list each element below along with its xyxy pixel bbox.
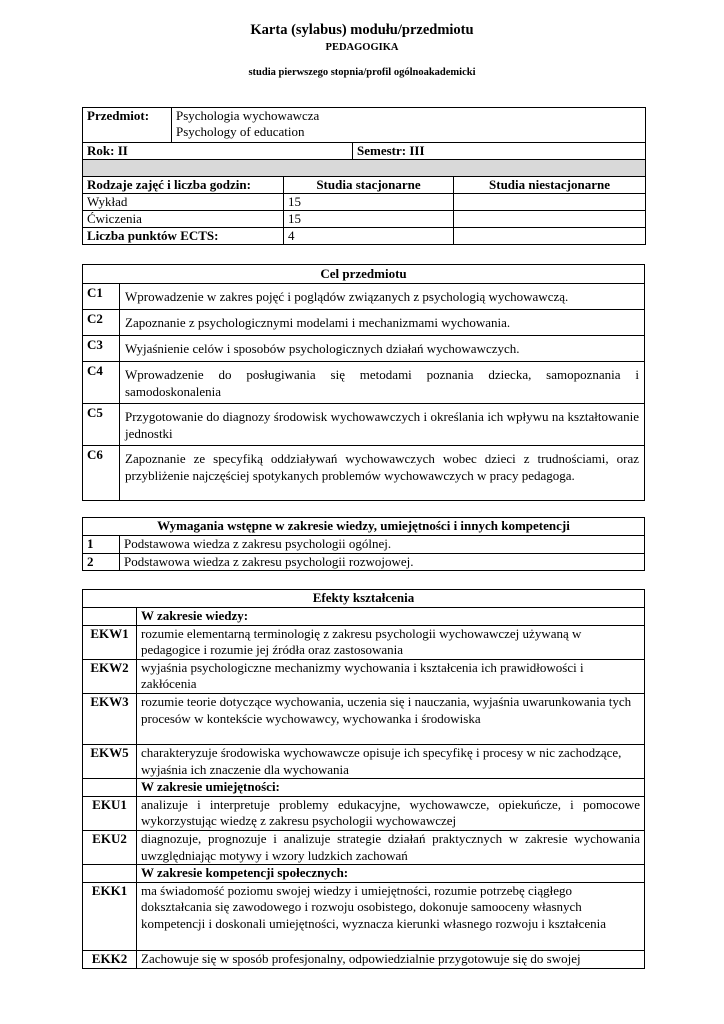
outcome-text: wyjaśnia psychologiczne mechanizmy wychowania i kształcenia ich prawidłowości i zakłócenia <box>137 659 645 693</box>
subject-name-pl: Psychologia wychowawcza <box>176 108 320 123</box>
skills-header: W zakresie umiejętności: <box>137 779 645 797</box>
outcome-id: EKU2 <box>83 830 137 864</box>
goal-text: Przygotowanie do diagnozy środowisk wychowawczych i określania ich wpływu na kształtowanie jednostki <box>120 404 645 446</box>
study-level: studia pierwszego stopnia/profil ogólnoakademicki <box>248 67 476 78</box>
gray-separator <box>83 160 646 177</box>
goals-table <box>82 264 645 501</box>
outcome-text: Zachowuje się w sposób profesjonalny, odpowiedzialnie przygotowuje się do swojej <box>137 950 645 968</box>
outcome-id: EKW1 <box>83 625 137 659</box>
field-of-study: PEDAGOGIKA <box>325 42 399 53</box>
goal-id: C1 <box>83 284 120 310</box>
outcomes-table <box>82 589 645 969</box>
outcome-id: EKW2 <box>83 659 137 693</box>
year: Rok: II <box>83 143 353 160</box>
empty-cell <box>83 608 137 626</box>
goal-id: C3 <box>83 336 120 362</box>
class-type-exercises: Ćwiczenia <box>83 211 284 228</box>
outcome-id: EKK1 <box>83 882 137 950</box>
outcome-text: ma świadomość poziomu swojej wiedzy i umiejętności, rozumie potrzebę ciągłego dokształcania się zawodowego i rozwoju osobistego, dokonuje samooceny własnych kompetencji i doskonali umiejętności, wyznacza kierunki własnego rozwoju i kształcenia <box>137 882 645 950</box>
prereq-id: 1 <box>83 536 120 554</box>
empty-cell <box>83 865 137 883</box>
class-type-lecture: Wykład <box>83 194 284 211</box>
subject-name <box>172 108 646 143</box>
knowledge-header: W zakresie wiedzy: <box>137 608 645 626</box>
goal-id: C2 <box>83 310 120 336</box>
goal-id: C6 <box>83 446 120 501</box>
exercises-hours-full: 15 <box>284 211 454 228</box>
full-time-header: Studia stacjonarne <box>284 177 454 194</box>
prerequisites-title: Wymagania wstępne w zakresie wiedzy, umiejętności i innych kompetencji <box>83 518 645 536</box>
social-header: W zakresie kompetencji społecznych: <box>137 865 645 883</box>
outcome-id: EKW5 <box>83 744 137 778</box>
goal-text: Zapoznanie z psychologicznymi modelami i mechanizmami wychowania. <box>120 310 645 336</box>
goal-text: Zapoznanie ze specyfiką oddziaływań wychowawczych wobec dzieci z trudnościami, oraz przybliżenie najczęściej spotykanych problemów wychowawczych w pracy pedagoga. <box>120 446 645 501</box>
outcomes-title: Efekty kształcenia <box>83 590 645 608</box>
outcome-text: rozumie teorie dotyczące wychowania, uczenia się i nauczania, wyjaśnia uwarunkowania tych procesów w kontekście wychowawcy, wychowanka i środowiska <box>137 693 645 744</box>
prereq-id: 2 <box>83 553 120 571</box>
document-title: Karta (sylabus) modułu/przedmiotu <box>250 22 474 38</box>
exercises-hours-part <box>454 211 646 228</box>
classes-header: Rodzaje zajęć i liczba godzin: <box>83 177 284 194</box>
outcome-text: charakteryzuje środowiska wychowawcze opisuje ich specyfikę i procesy w nic zachodzące, wyjaśnia ich znaczenie dla wychowania <box>137 744 645 778</box>
goal-text: Wprowadzenie w zakres pojęć i poglądów związanych z psychologią wychowawczą. <box>120 284 645 310</box>
outcome-text: analizuje i interpretuje problemy edukacyjne, wychowawcze, opiekuńcze, i pomocowe wykorzystując wiedzę z zakresu psychologii wychowawczej <box>137 796 645 830</box>
lecture-hours-part <box>454 194 646 211</box>
outcome-id: EKK2 <box>83 950 137 968</box>
ects-label: Liczba punktów ECTS: <box>83 228 284 245</box>
goal-text: Wprowadzenie do posługiwania się metodami poznania dziecka, samopoznania i samodoskonalenia <box>120 362 645 404</box>
prereq-text: Podstawowa wiedza z zakresu psychologii rozwojowej. <box>120 553 645 571</box>
subject-label: Przedmiot: <box>83 108 172 143</box>
goals-title: Cel przedmiotu <box>83 265 645 284</box>
ects-part <box>454 228 646 245</box>
subject-name-en: Psychology of education <box>176 124 305 139</box>
ects-value: 4 <box>284 228 454 245</box>
part-time-header: Studia niestacjonarne <box>454 177 646 194</box>
subject-info-table <box>82 107 646 245</box>
semester: Semestr: III <box>353 143 646 160</box>
goal-id: C5 <box>83 404 120 446</box>
prerequisites-table <box>82 517 645 571</box>
empty-cell <box>83 779 137 797</box>
goal-id: C4 <box>83 362 120 404</box>
lecture-hours-full: 15 <box>284 194 454 211</box>
goal-text: Wyjaśnienie celów i sposobów psychologicznych działań wychowawczych. <box>120 336 645 362</box>
outcome-id: EKW3 <box>83 693 137 744</box>
outcome-text: diagnozuje, prognozuje i analizuje strategie działań praktycznych w zakresie wychowania uwzględniając motywy i wzory ludzkich zachowań <box>137 830 645 864</box>
prereq-text: Podstawowa wiedza z zakresu psychologii ogólnej. <box>120 536 645 554</box>
outcome-text: rozumie elementarną terminologię z zakresu psychologii wychowawczej używaną w pedagogice i rozumie jej źródła oraz zastosowania <box>137 625 645 659</box>
outcome-id: EKU1 <box>83 796 137 830</box>
